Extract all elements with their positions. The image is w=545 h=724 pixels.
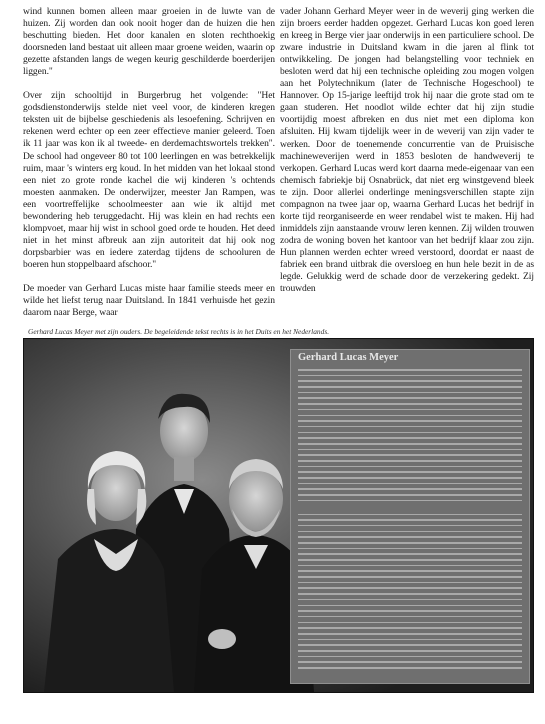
paragraph: De moeder van Gerhard Lucas miste haar familie steeds meer en wilde het liefst terug naar Duitsland. In 1841 verhuisde het gezin daarom naar Berge, waar: [23, 282, 275, 319]
plaque-text-lines: [298, 369, 522, 673]
photo-caption: Gerhard Lucas Meyer met zijn ouders. De begeleidende tekst rechts is in het Duits en het Nederlands.: [28, 327, 330, 336]
plaque-title: Gerhard Lucas Meyer: [298, 352, 399, 363]
text-plaque: [290, 349, 530, 684]
right-text-column: [280, 6, 534, 295]
left-text-column: [23, 6, 275, 319]
family-photograph: [23, 338, 534, 693]
paragraph: vader Johann Gerhard Meyer weer in de weverij ging werken die zijn broers eerder hadden opgezet. Gerhard Lucas kon goed leren en kreeg in Berge vier jaar onderwijs in een particuliere school. De zware industrie in Duitsland kwam in die jaren al flink tot ontwikkeling. De jongen had belangstelling voor techniek en besloten werd dat hij een technische opleiding zou mogen volgen aan het Polytechnikum (later de Technische Hogeschool) te Hannover. Op 15-jarige leeftijd trok hij naar die grote stad om te gaan studeren. Het noodlot wilde echter dat hij zijn studie voortijdig moest afbreken en dus niet met een diploma kon afsluiten. Hij kwam tijdelijk weer in de weverij van zijn vader te werken. Door de toenemende concurrentie van de Pruisische machineweverijen werd in 1853 besloten de handweverij te verkopen. Gerhard Lucas werd kort daarna mede-eigenaar van een chemisch fabriekje bij Osnabrück, dat niet erg winstgevend bleek te zijn. Door allerlei onderlinge meningsverschillen stapte zijn compagnon na twee jaar op, waarna Gerhard Lucas het bedrijf in korte tijd reorganiseerde en weer rendabel wist te maken. Hij had inmiddels zijn aanstaande vrouw leren kennen. Zij wilden trouwen zodra de woning boven het kantoor van het bedrijf klaar zou zijn. Hun plannen werden echter wreed verstoord, doordat er naast de fabriek een brand uitbrak die oversloeg en hun hele bezit in de as legde. Gelukkig werd de schade door de verzekering gedekt. Zij trouwden: [280, 6, 534, 295]
paragraph: Over zijn schooltijd in Burgerbrug het volgende: "Het godsdienstonderwijs stelde niet veel voor, de kinderen kregen teksten uit de bijbelse geschiedenis als lesoefening. Schrijven en rekenen werd echter op een zeer effectieve manier geleerd. Toen ik 11 jaar was kon ik al tweede- en derdemachtswortels trekken". De school had ongeveer 80 tot 100 leerlingen en was betrekkelijk ruim, maar 's winters erg koud. In het midden van het lokaal stond een niet zo grote ronde kachel die wij kinderen 's ochtends moesten aanmaken. De onderwijzer, meester Jan Rampen, was een voortreffelijke schoolmeester aan wie ik altijd met bewondering heb teruggedacht. Hij was klein en had rechts een klompvoet, maar hij wist in school goed orde te houden. Het deed niet in het minst afbreuk aan zijn autoriteit dat hij ook nog dorpsbarbier was en iedere zaterdag tijdens de schooluren de boeren hun stoppelbaard afschoor.": [23, 90, 275, 270]
paragraph: wind kunnen bomen alleen maar groeien in de luwte van de huizen. Zij worden dan ook nooit hoger dan de huizen die hen beschutting bieden. Het door kanalen en sloten rechthoekig doorsneden land bestaat uit alleen maar groene weiden, waarin op gezette afstanden langs de wegen keurig geschilderde boerderijen liggen.": [23, 6, 275, 78]
